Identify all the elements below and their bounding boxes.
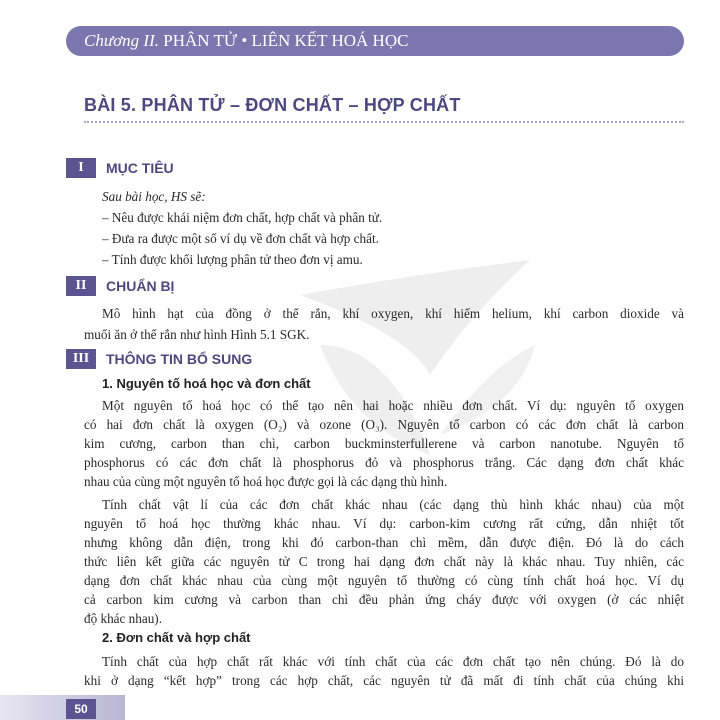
- chapter-label: Chương II.: [84, 31, 160, 50]
- subsection-title: 1. Nguyên tố hoá học và đơn chất: [102, 376, 311, 391]
- page-number: 50: [66, 699, 96, 719]
- section-heading-objectives: [66, 158, 174, 180]
- section-heading-extra-info: [66, 349, 252, 371]
- paragraph-line: nhau của cùng một nguyên tố hoá học được gọi là các dạng thù hình.: [84, 474, 448, 489]
- preparation-text-line: Mô hình hạt của đồng ở thể rắn, khí oxygen, khí hiếm helium, khí carbon dioxide và: [102, 306, 684, 321]
- paragraph-line: dạng đơn chất khác nhau của cùng một nguyên tố thường có cùng tính chất hoá học. Ví dụ: [84, 573, 684, 588]
- section-number: II: [66, 276, 96, 296]
- paragraph-line: có hai đơn chất là oxygen (O₂) và ozone (O₃). Nguyên tố carbon có các đơn chất là carbon: [84, 417, 684, 432]
- section-title: MỤC TIÊU: [106, 160, 174, 176]
- paragraph-line: cả carbon kim cương và carbon than chì đều phản ứng cháy được với oxygen (ở các nhiệt: [84, 592, 684, 607]
- preparation-text-line: muối ăn ở thể rắn như hình Hình 5.1 SGK.: [84, 327, 310, 342]
- paragraph-line: Một nguyên tố hoá học có thể tạo nên hai hoặc nhiều đơn chất. Ví dụ: nguyên tố oxygen: [102, 398, 684, 413]
- lesson-title: BÀI 5. PHÂN TỬ – ĐƠN CHẤT – HỢP CHẤT: [84, 95, 461, 115]
- chapter-header: [66, 26, 684, 56]
- title-divider: [84, 121, 684, 123]
- objective-item: – Đưa ra được một số ví dụ về đơn chất và hợp chất.: [102, 231, 379, 246]
- paragraph-line: độ khác nhau).: [84, 611, 162, 626]
- paragraph-line: nguyên tố hoá học thường khác nhau. Ví dụ: carbon-kim cương rất cứng, dẫn nhiệt tốt: [84, 516, 684, 531]
- paragraph-line: nhưng không dẫn điện, trong khi đó carbon-than chì mềm, dẫn được điện. Đó là do cách: [84, 535, 684, 550]
- paragraph-line: Tính chất của hợp chất rất khác với tính chất của các đơn chất tạo nên chúng. Đó là do: [102, 654, 684, 669]
- section-title: THÔNG TIN BỔ SUNG: [106, 351, 253, 367]
- objectives-intro: Sau bài học, HS sẽ:: [102, 189, 206, 204]
- objective-item: – Tính được khối lượng phân tử theo đơn vị amu.: [102, 252, 363, 267]
- paragraph-line: khi ở dạng “kết hợp” trong các hợp chất, các nguyên tử đã mất đi tính chất của chúng khi: [84, 673, 684, 688]
- paragraph-line: thức liên kết giữa các nguyên tử C trong hai dạng đơn chất này là khác nhau. Tuy nhiên, các: [84, 554, 684, 569]
- chapter-title: PHÂN TỬ • LIÊN KẾT HOÁ HỌC: [163, 31, 409, 50]
- subsection-title: 2. Đơn chất và hợp chất: [102, 630, 251, 645]
- page-footer-tab: [0, 695, 125, 720]
- section-number: I: [66, 158, 96, 178]
- section-title: CHUẨN BỊ: [106, 278, 175, 294]
- paragraph-line: kim cương, carbon than chì, carbon buckminsterfullerene và carbon nanotube. Nguyên tố: [84, 436, 684, 451]
- objective-item: – Nêu được khái niệm đơn chất, hợp chất và phân tử.: [102, 210, 383, 225]
- section-number: III: [66, 349, 96, 369]
- paragraph-line: phosphorus có các đơn chất là phosphorus đỏ và phosphorus trắng. Các dạng đơn chất khác: [84, 455, 684, 470]
- paragraph-line: Tính chất vật lí của các đơn chất khác nhau (các dạng thù hình khác nhau) của một: [102, 497, 684, 512]
- section-heading-preparation: [66, 276, 174, 298]
